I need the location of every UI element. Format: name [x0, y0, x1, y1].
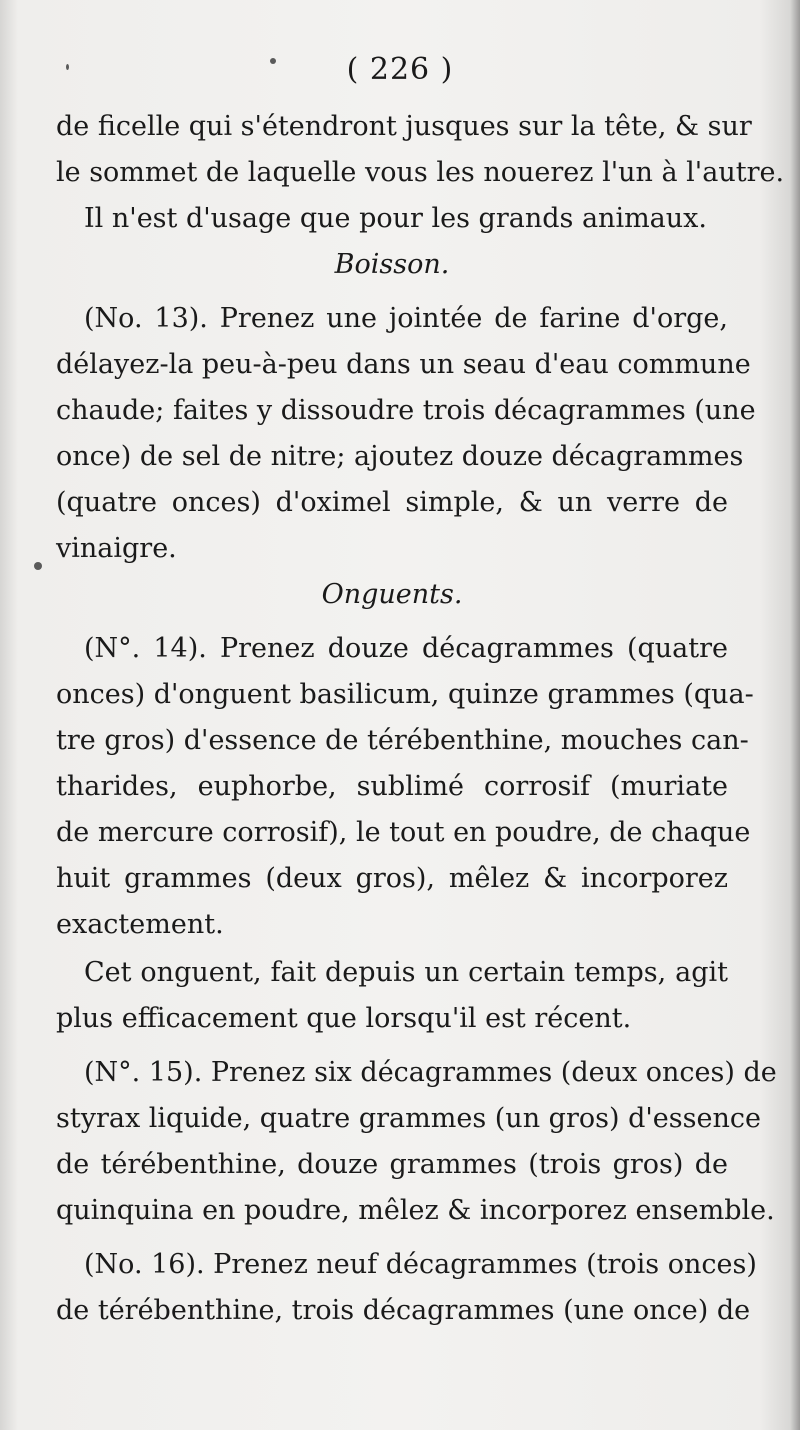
ink-speck — [66, 64, 69, 70]
text-line: délayez-la peu-à-peu dans un seau d'eau commune — [56, 349, 751, 380]
text-line: tharides, euphorbe, sublimé corrosif (muriate — [56, 771, 728, 802]
text-line: chaude; faites y dissoudre trois décagrammes (une — [56, 395, 756, 426]
text-line: (No. 13). Prenez une jointée de farine d'orge, — [84, 303, 728, 334]
text-line: de ficelle qui s'étendront jusques sur la tête, & sur — [56, 111, 752, 142]
ink-speck — [34, 562, 42, 570]
text-line: Cet onguent, fait depuis un certain temps, agit — [84, 957, 728, 988]
text-line: Il n'est d'usage que pour les grands animaux. — [84, 203, 707, 234]
text-line: (N°. 14). Prenez douze décagrammes (quatre — [84, 633, 728, 664]
text-line: exactement. — [56, 909, 224, 940]
section-heading-onguents: Onguents. — [321, 579, 463, 610]
text-line: styrax liquide, quatre grammes (un gros) d'essence — [56, 1103, 761, 1134]
text-line: de térébenthine, trois décagrammes (une once) de — [56, 1295, 751, 1326]
ink-speck — [270, 58, 276, 64]
text-line: (No. 16). Prenez neuf décagrammes (trois onces) — [84, 1249, 757, 1280]
text-line: de térébenthine, douze grammes (trois gros) de — [56, 1149, 728, 1180]
text-line: vinaigre. — [56, 533, 177, 564]
section-heading-boisson: Boisson. — [334, 249, 450, 280]
paragraph-continuation — [56, 104, 785, 242]
text-line: de mercure corrosif), le tout en poudre, de chaque — [56, 817, 751, 848]
text-line: quinquina en poudre, mêlez & incorporez ensemble. — [56, 1195, 775, 1226]
text-line: tre gros) d'essence de térébenthine, mouches can- — [56, 725, 749, 756]
text-line: huit grammes (deux gros), mêlez & incorporez — [56, 863, 728, 894]
page-text — [56, 104, 785, 1334]
paragraph-recipe-14 — [56, 626, 754, 948]
text-line: onces) d'onguent basilicum, quinze grammes (qua- — [56, 679, 754, 710]
text-line: (quatre onces) d'oximel simple, & un verre de — [56, 487, 728, 518]
text-line: (N°. 15). Prenez six décagrammes (deux onces) de — [84, 1057, 777, 1088]
text-line: le sommet de laquelle vous les nouerez l'un à l'autre. — [56, 157, 785, 188]
page-number: ( 226 ) — [346, 52, 454, 87]
paragraph-recipe-15 — [56, 1050, 777, 1234]
text-line: once) de sel de nitre; ajoutez douze décagrammes — [56, 441, 744, 472]
paragraph-recipe-13 — [56, 296, 756, 572]
paragraph-recipe-16 — [56, 1242, 757, 1334]
text-line: plus efficacement que lorsqu'il est récent. — [56, 1003, 632, 1034]
paragraph-onguent-note — [56, 950, 728, 1042]
